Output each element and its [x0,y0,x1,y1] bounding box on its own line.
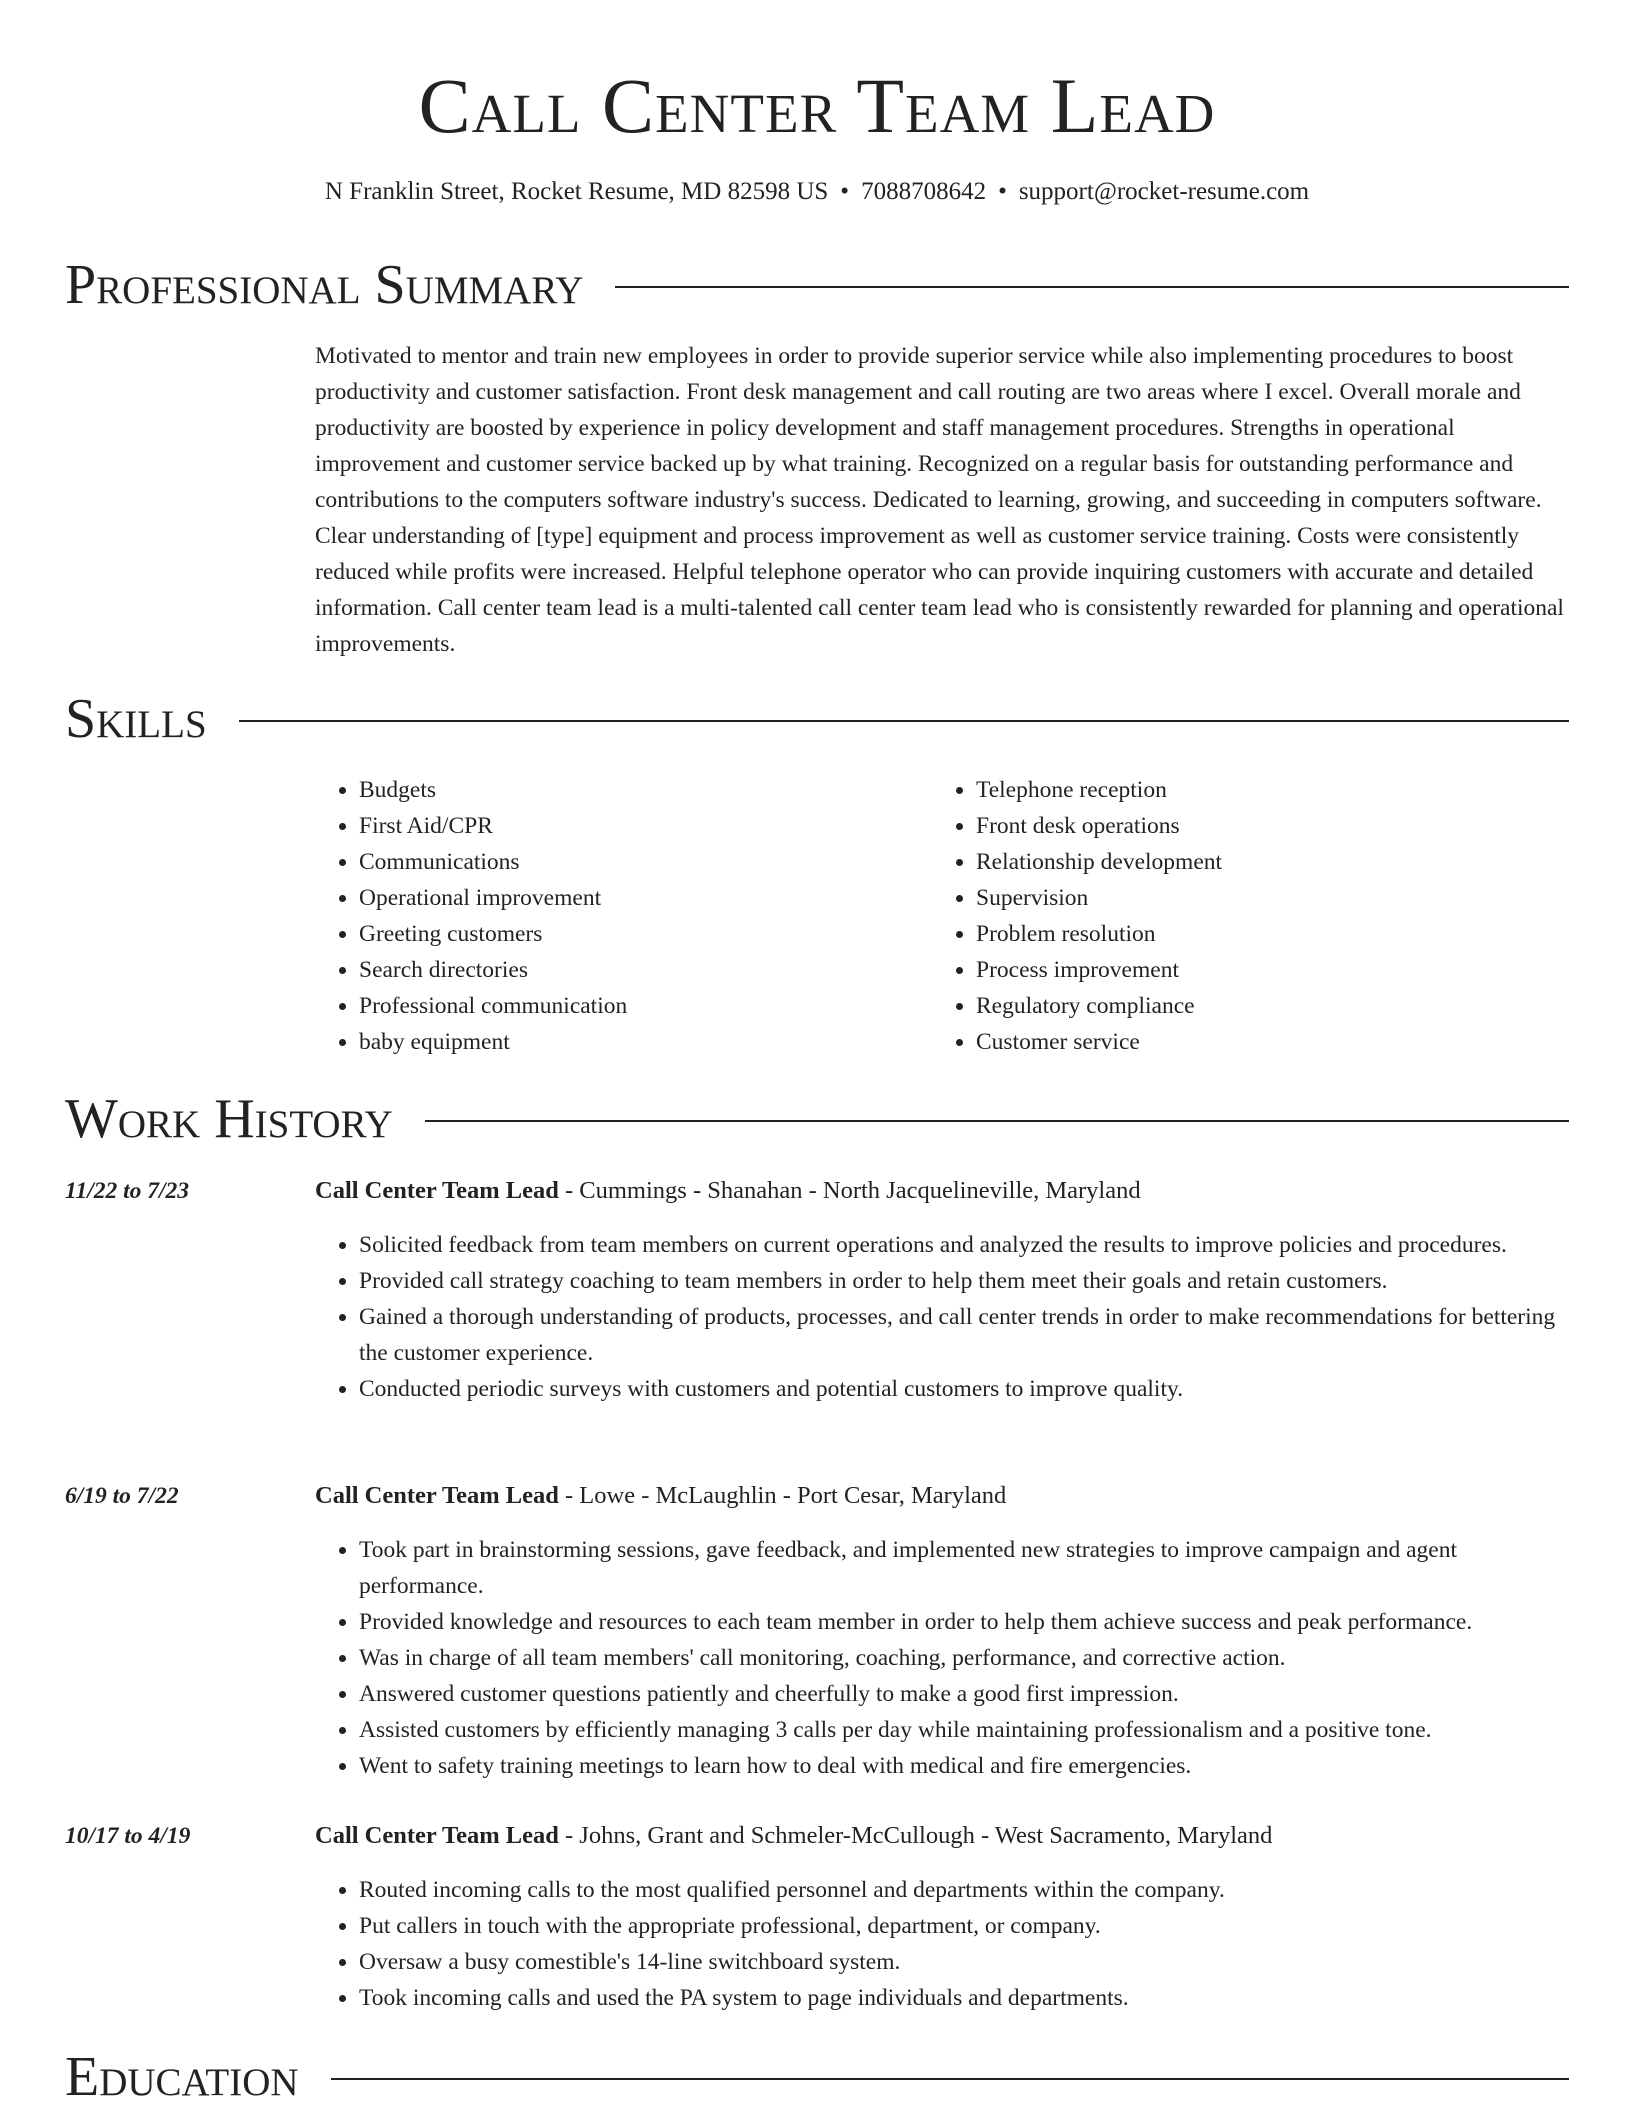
section-title-skills: Skills [65,688,207,750]
job-dates: 10/17 to 4/19 [65,1823,191,1849]
skill-item: • Front desk operations [976,808,1549,844]
skill-item: • Problem resolution [976,916,1549,952]
section-header-education [65,2045,1569,2109]
section-header-skills [65,687,1569,751]
job-heading [315,1478,1569,1514]
contact-separator: • [840,178,850,205]
job-bullets [315,1872,1569,2016]
job-bullet: • Answered customer questions patiently and cheerfully to make a good first impression. [359,1676,1569,1712]
section-title-work-history: Work History [65,1088,393,1150]
job-bullets [315,1532,1569,1784]
job-bullet: • Gained a thorough understanding of products, processes, and call center trends in order to make recommendations for bettering the customer experience. [359,1299,1569,1371]
skill-item: • Search directories [359,952,932,988]
contact-line [65,174,1569,210]
contact-phone: 7088708642 [861,178,987,205]
skill-item: • Operational improvement [359,880,932,916]
job-bullet: • Provided call strategy coaching to team members in order to help them meet their goals and retain customers. [359,1263,1569,1299]
job-dates: 11/22 to 7/23 [65,1178,190,1204]
section-divider [615,286,1569,288]
skills-column-left [315,772,932,1060]
job-heading [315,1173,1569,1209]
skill-item: • Regulatory compliance [976,988,1549,1024]
skill-item: • Professional communication [359,988,932,1024]
job-employer: - Cummings - Shanahan - North Jacquelineville, Maryland [558,1177,1141,1204]
skill-item: • First Aid/CPR [359,808,932,844]
job-bullet: • Solicited feedback from team members on current operations and analyzed the results to improve policies and procedures. [359,1227,1569,1263]
section-title-education: Education [65,2046,299,2108]
job-bullet: • Was in charge of all team members' call monitoring, coaching, performance, and corrective action. [359,1640,1569,1676]
job-role: Call Center Team Lead [315,1822,559,1849]
job-role: Call Center Team Lead [315,1482,559,1509]
skill-item: • Customer service [976,1024,1549,1060]
job-bullet: • Took part in brainstorming sessions, gave feedback, and implemented new strategies to improve campaign and agent performance. [359,1532,1569,1604]
job-heading [315,1818,1569,1854]
skill-item: • Supervision [976,880,1549,916]
skills-list [315,772,1569,1060]
job-role: Call Center Team Lead [315,1177,559,1204]
contact-separator: • [998,178,1007,205]
skill-item: • Communications [359,844,932,880]
skill-item: • Greeting customers [359,916,932,952]
contact-email: support@rocket-resume.com [1018,178,1310,205]
section-divider [425,1120,1569,1122]
job-bullet: • Provided knowledge and resources to each team member in order to help them achieve success and peak performance. [359,1604,1569,1640]
job-bullet: • Oversaw a busy comestible's 14-line switchboard system. [359,1944,1569,1980]
page-title: Call Center Team Lead [418,62,1216,149]
job-bullet: • Conducted periodic surveys with customers and potential customers to improve quality. [359,1371,1569,1407]
job-bullet: • Put callers in touch with the appropriate professional, department, or company. [359,1908,1569,1944]
section-divider [239,720,1569,722]
job-employer: - Johns, Grant and Schmeler-McCullough - West Sacramento, Maryland [558,1822,1273,1849]
job-bullet: • Routed incoming calls to the most qualified personnel and departments within the company. [359,1872,1569,1908]
skill-item: • Telephone reception [976,772,1549,808]
section-divider [331,2078,1569,2080]
skills-column-right [932,772,1549,1060]
skill-item: • Budgets [359,772,932,808]
section-header-summary [65,253,1569,317]
skill-item: • Process improvement [976,952,1549,988]
job-employer: - Lowe - McLaughlin - Port Cesar, Maryland [558,1482,1007,1509]
summary-text: Motivated to mentor and train new employees in order to provide superior service while also implementing procedures to boost productivity and customer satisfaction. Front desk management and call routing are two areas where I excel. Overall morale and productivity are boosted by experience in policy development and staff management procedures. Strengths in operational improvement and customer service backed up by what training. Recognized on a regular basis for outstanding performance and contributions to the computers software industry's success. Dedicated to learning, growing, and succeeding in computers software. Clear understanding of [type] equipment and process improvement as well as customer service training. Costs were consistently reduced while profits were increased. Helpful telephone operator who can provide inquiring customers with accurate and detailed information. Call center team lead is a multi-talented call center team lead who is consistently rewarded for planning and operational improvements. [315,343,1564,657]
job-bullets [315,1227,1569,1407]
skill-item: • Relationship development [976,844,1549,880]
contact-address: N Franklin Street, Rocket Resume, MD 82598 US [324,178,829,205]
job-bullet: • Assisted customers by efficiently managing 3 calls per day while maintaining professionalism and a positive tone. [359,1712,1569,1748]
job-bullet: • Took incoming calls and used the PA system to page individuals and departments. [359,1980,1569,2016]
job-dates: 6/19 to 7/22 [65,1483,179,1509]
section-title-summary: Professional Summary [65,254,584,316]
section-header-work-history [65,1087,1569,1151]
job-bullet: • Went to safety training meetings to learn how to deal with medical and fire emergencies. [359,1748,1569,1784]
skill-item: • baby equipment [359,1024,932,1060]
